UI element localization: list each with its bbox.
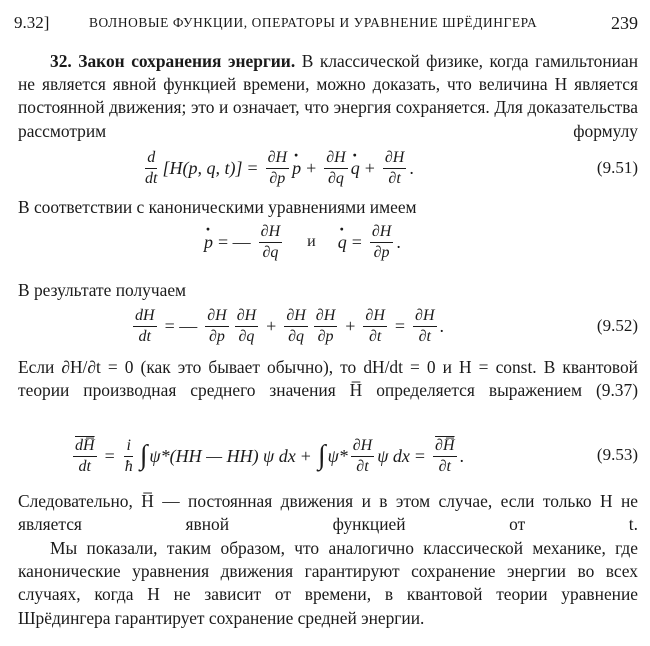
page-number: 239 <box>611 13 638 33</box>
equation-number: (9.51) <box>596 158 638 177</box>
header-section-number: 9.32] <box>14 13 50 32</box>
equation-9-53: $\frac{dH̅}{dt}$ = $\frac{i}{ħ}$ ∫ ψ*(HH — HH) ψ dx + ∫ ψ* $\frac{\partial H}{\partial t}$ ψ dx = $\frac{\partial H̅}{\partial t}$ . (9.53) <box>75 436 638 475</box>
running-header <box>14 11 638 35</box>
intro-text: В классической физике, когда гамильтониан не является явной функцией времени, можно доказать, что величина H является постоянной движения; это и означает, что энергия сохраняется. Для доказательства рассмотрим формулу <box>18 51 638 141</box>
paragraph-intro <box>18 50 638 143</box>
paragraph-quantum: Если ∂H/∂t = 0 (как это бывает обычно), то dH/dt = 0 и H = const. В квантовой теории производная среднего значения H̅ определяется выражением (9.37) <box>18 357 638 401</box>
paragraph-final: Мы показали, таким образом, что аналогично классической механике, где канонические уравнения движения гарантируют сохранение энергии во всех случаях, когда H не зависит от времени, в квантовой теории уравнение Шрёдингера гарантирует сохранение средней энергии. <box>18 538 638 628</box>
header-running-title: ВОЛНОВЫЕ ФУНКЦИИ, ОПЕРАТОРЫ И УРАВНЕНИЕ ШРЁДИНГЕРА <box>89 15 538 30</box>
paragraph-canonical: В соответствии с каноническими уравнениями имеем <box>18 197 417 217</box>
equation-9-51: $\frac{d}{dt}$ [H(p, q, t)] = $\frac{\partial H}{\partial p}$ · p + $\frac{\partial H}{\partial q}$ · q + $\frac{\partial H}{\partial t}$ . (9.51) <box>0 146 650 190</box>
equation-canonical: · p = — $\frac{\partial H}{\partial q}$ и · q = $\frac{\partial H}{\partial p}$ . <box>0 220 650 264</box>
equation-number: (9.52) <box>596 316 638 335</box>
paragraph-result: В результате получаем <box>18 280 187 300</box>
equation-number: (9.53) <box>596 445 638 464</box>
equation-9-52: $\frac{dH}{dt}$ = — $\frac{\partial H}{\partial p}$ $\frac{\partial H}{\partial q}$ + $\frac{\partial H}{\partial q}$ $\frac{\partial H}{\partial p}$ + $\frac{\partial H}{\partial t}$ = $\frac{\partial H}{\partial t}$ . (9.52) <box>135 306 638 345</box>
section-heading: 32. Закон сохранения энергии. <box>50 51 296 71</box>
paragraph-consequently: Следовательно, H̅ — постоянная движения и в этом случае, если только H не является явной функцией от t. <box>18 491 638 535</box>
